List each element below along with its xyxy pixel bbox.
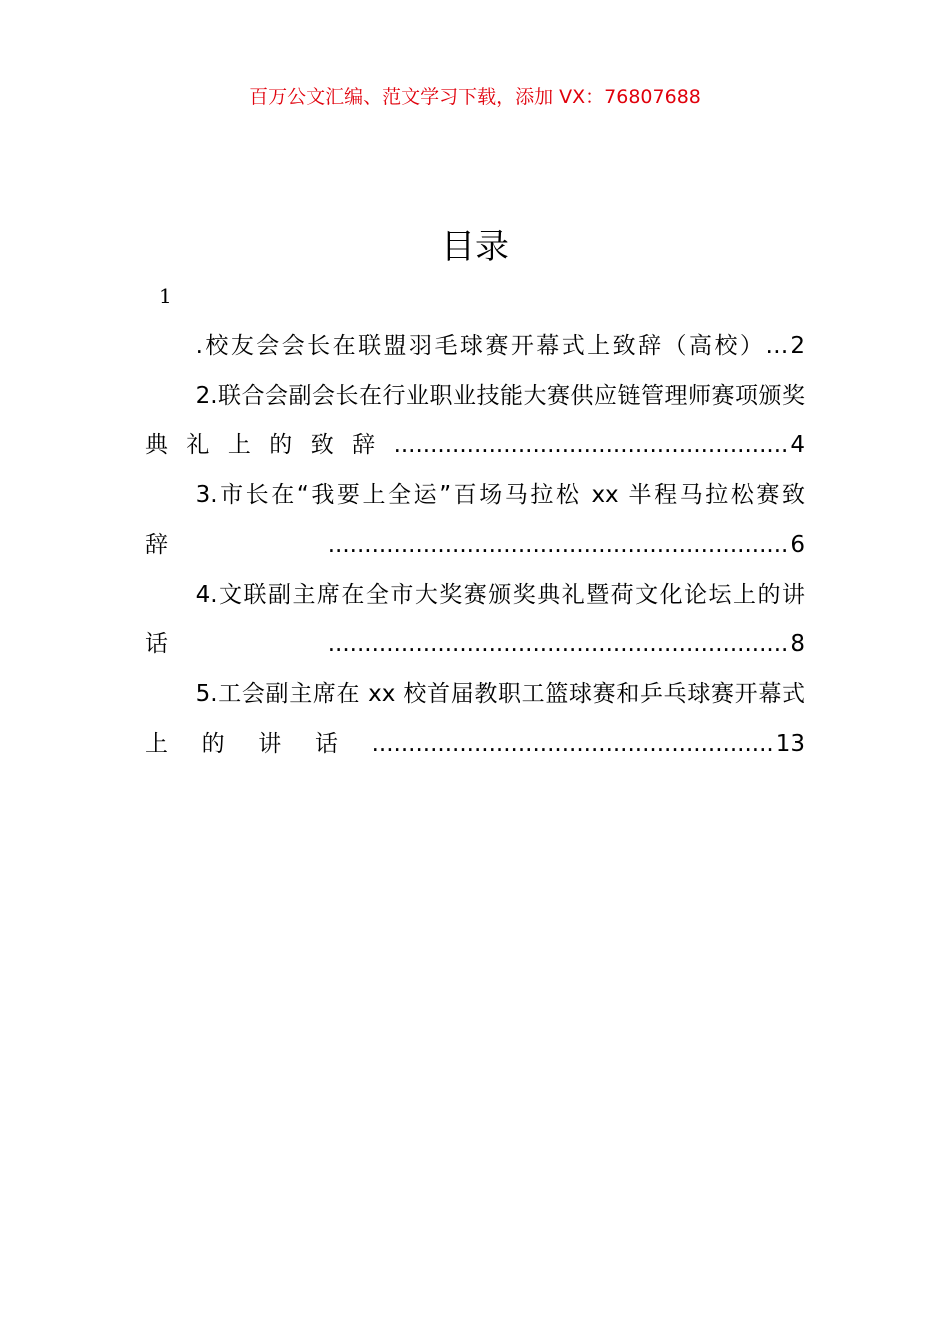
toc-entry-page: 2	[790, 333, 805, 359]
toc-entry[interactable]	[145, 670, 805, 769]
toc-entry-text: 4.文联副主席在全市大奖赛颁奖典礼暨荷文化论坛上的讲话	[145, 581, 805, 658]
toc-entry-leader: ......................................................	[393, 432, 789, 459]
toc-entry[interactable]	[145, 372, 805, 471]
toc-entry-page: 6	[790, 531, 805, 558]
toc-entry-text: 5.工会副主席在 xx 校首届教职工篮球赛和乒乓球赛开幕式上的讲话	[145, 680, 805, 757]
toc-entry-page: 13	[775, 730, 805, 757]
toc-entry-text: 3.市长在“我要上全运”百场马拉松 xx 半程马拉松赛致辞	[145, 482, 805, 558]
toc-entry-leader: .......................................................	[371, 730, 774, 757]
toc-title: 目录	[441, 227, 509, 267]
toc-entry[interactable]	[145, 322, 805, 372]
toc-entry-page: 8	[790, 631, 805, 658]
toc-entry-text: 2.联合会副会长在行业职业技能大赛供应链管理师赛项颁奖典礼上的致辞	[145, 382, 805, 459]
table-of-contents	[145, 322, 805, 769]
toc-entry[interactable]	[145, 471, 805, 570]
toc-entry-leader: ...............................................................	[327, 631, 789, 658]
toc-entry-text: .校友会会长在联盟羽毛球赛开幕式上致辞（高校）	[195, 333, 766, 359]
toc-entry-page: 4	[790, 432, 805, 459]
toc-entry-leader: ...............................................................	[327, 531, 789, 558]
promo-banner: 百万公文汇编、范文学习下载，添加 VX：76807688	[249, 86, 701, 108]
toc-entry-leader: …	[765, 333, 789, 359]
stray-page-number: 1	[159, 284, 172, 308]
toc-entry[interactable]	[145, 571, 805, 670]
